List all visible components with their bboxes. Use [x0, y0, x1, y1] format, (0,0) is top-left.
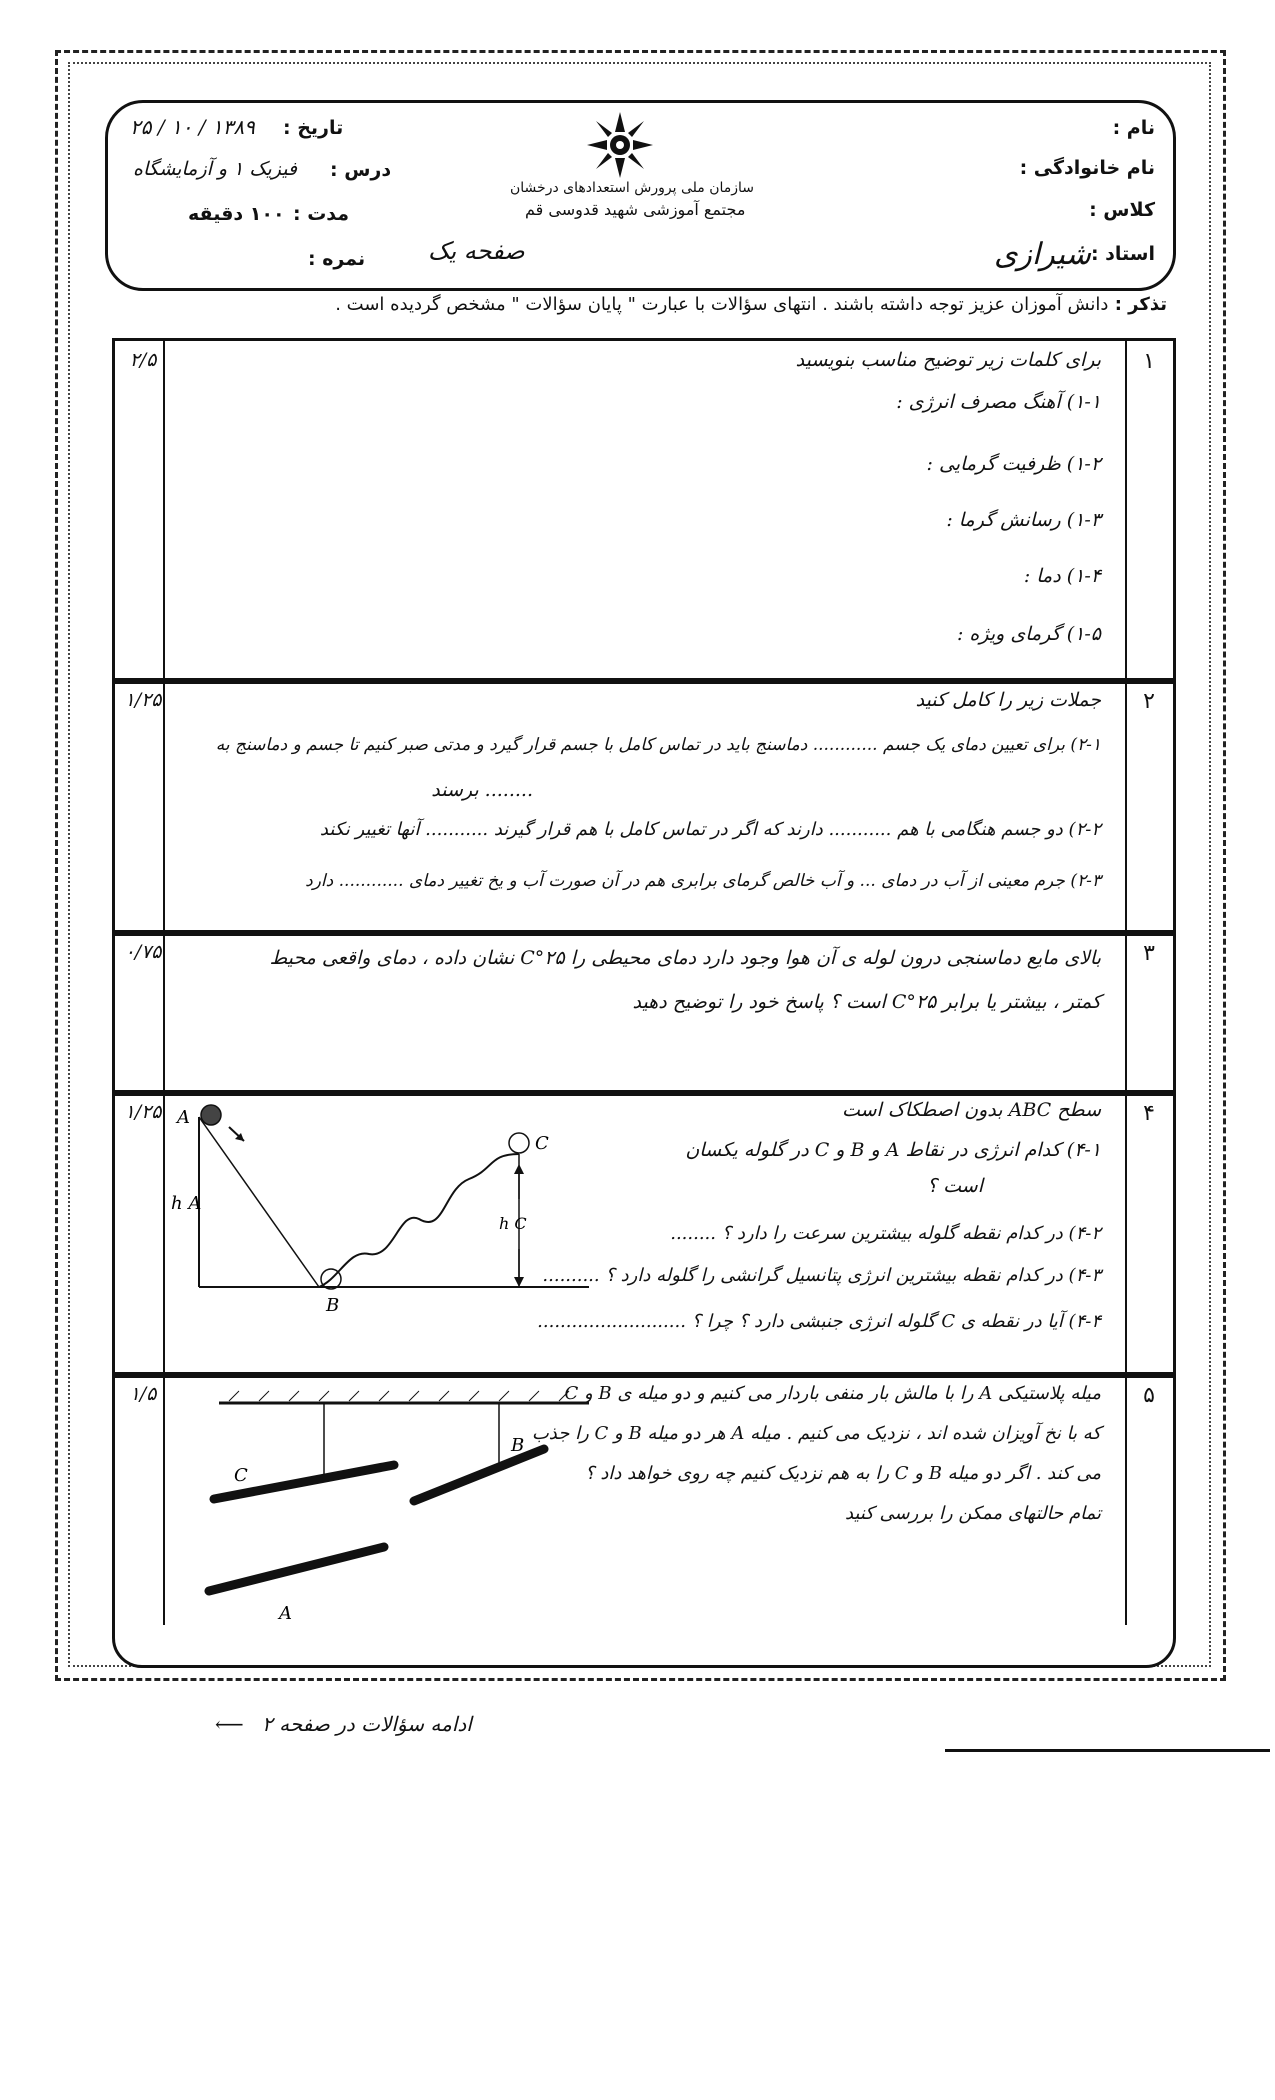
- continue-text: ادامه سؤالات در صفحه ۲: [262, 1712, 472, 1736]
- question-score: ۱/۵: [129, 1383, 157, 1405]
- question-number: ۲: [1143, 689, 1155, 714]
- question-number: ۱: [1143, 349, 1155, 374]
- question-line: سطح ABC بدون اصطکاک است: [841, 1099, 1101, 1121]
- question-number: ۴: [1143, 1101, 1155, 1126]
- question-number: ۵: [1143, 1383, 1155, 1408]
- question-line: که با نخ آویزان شده اند ، نزدیک می کنیم . میله A هر دو میله B و C را جذب: [531, 1423, 1101, 1444]
- exam-note: [107, 292, 1167, 318]
- height-a-label: h A: [171, 1193, 202, 1214]
- arrow-left-icon: ⟵: [215, 1712, 244, 1736]
- organization-name: سازمان ملی پرورش استعدادهای درخشان: [510, 180, 755, 196]
- date-value: ۱۳۸۹ / ۱۰ / ۲۵: [130, 115, 255, 139]
- question-line: ۱-۲) ظرفیت گرمایی :: [926, 453, 1101, 475]
- school-name: مجتمع آموزشی شهید قدوسی قم: [525, 200, 746, 219]
- question-line: جملات زیر را کامل کنید: [915, 689, 1101, 711]
- rod-a-label: A: [279, 1603, 292, 1619]
- question-2: [112, 678, 1176, 936]
- duration-label: مدت :: [293, 203, 350, 225]
- question-3: [112, 930, 1176, 1096]
- question-4: [112, 1090, 1176, 1378]
- question-number: ۳: [1143, 941, 1155, 966]
- duration-value: ۱۰۰ دقیقه: [188, 203, 285, 225]
- page-label: صفحه یک: [428, 237, 525, 265]
- energy-track-diagram: [169, 1099, 709, 1319]
- teacher-label: استاد :: [1090, 243, 1155, 265]
- question-score: ۲/۵: [129, 349, 157, 371]
- question-5: [112, 1372, 1176, 1668]
- question-line: می کند . اگر دو میله B و C را به هم نزدیک کنیم چه روی خواهد داد ؟: [585, 1463, 1101, 1484]
- point-b-label: B: [326, 1295, 340, 1316]
- question-line: میله پلاستیکی A را با مالش بار منفی باردار می کنیم و دو میله ی B و C: [564, 1383, 1101, 1404]
- note-text: دانش آموزان عزیز توجه داشته باشند . انتهای سؤالات با عبارت " پایان سؤالات " مشخص گردیده است .: [335, 294, 1109, 315]
- question-line: ۲-۱) برای تعیین دمای یک جسم ............ دماسنج باید در تماس کامل با جسم قرار گیرد و مدتی صبر کنیم تا جسم و دماسنج به: [215, 735, 1101, 755]
- organization-logo: [585, 110, 655, 180]
- date-label: تاریخ :: [283, 117, 344, 139]
- rod-c-label: C: [234, 1465, 248, 1486]
- point-a-label: A: [177, 1107, 190, 1128]
- question-line: ۴-۱) کدام انرژی در نقاط A و B و C در گلوله یکسان: [685, 1139, 1101, 1161]
- charged-rods-diagram: [169, 1379, 589, 1619]
- question-line: ........ برسند: [431, 779, 533, 801]
- grade-label: نمره :: [308, 248, 366, 270]
- question-line: ۱-۱) آهنگ مصرف انرژی :: [896, 391, 1101, 413]
- question-line: است ؟: [927, 1175, 983, 1197]
- class-label: کلاس :: [1089, 199, 1155, 221]
- question-line: ۲-۲) دو جسم هنگامی با هم ........... دارند که اگر در تماس کامل با هم قرار گیرند ........... آنها تغییر نکند: [319, 819, 1101, 840]
- question-line: ۱-۳) رسانش گرما :: [946, 509, 1101, 531]
- question-line: ۴-۴) آیا در نقطه ی C گلوله انرژی جنبشی دارد ؟ چرا ؟ ..........................: [537, 1311, 1101, 1332]
- question-line: بالای مایع دماسنجی درون لوله ی آن هوا وجود دارد دمای محیطی را ۲۵°C نشان داده ، دمای واقعی محیط: [269, 947, 1101, 969]
- continue-note: [215, 1712, 472, 1736]
- question-score: ۰/۷۵: [124, 941, 162, 963]
- question-line: برای کلمات زیر توضیح مناسب بنویسید: [795, 349, 1101, 371]
- question-line: کمتر ، بیشتر یا برابر ۲۵°C است ؟ پاسخ خود را توضیح دهید: [632, 991, 1101, 1013]
- footer-rule: [945, 1749, 1270, 1752]
- question-line: ۴-۲) در کدام نقطه گلوله بیشترین سرعت را دارد ؟ ........: [670, 1223, 1101, 1244]
- question-1: [112, 338, 1176, 684]
- family-label: نام خانوادگی :: [1019, 157, 1155, 179]
- question-line: ۲-۳) جرم معینی از آب در دمای ... و آب خالص گرمای برابری هم در آن صورت آب و یخ تغییر دمای ............ دارد: [305, 871, 1101, 891]
- question-score: ۱/۲۵: [124, 1101, 162, 1123]
- teacher-value: شیرازی: [993, 237, 1091, 272]
- name-label: نام :: [1112, 117, 1155, 139]
- course-label: درس :: [330, 159, 392, 181]
- height-c-label: h C: [499, 1214, 527, 1233]
- question-line: ۱-۴) دما :: [1023, 565, 1101, 587]
- question-line: ۴-۳) در کدام نقطه بیشترین انرژی پتانسیل گرانشی را گلوله دارد ؟ ..........: [542, 1265, 1101, 1286]
- question-score: ۱/۲۵: [124, 689, 162, 711]
- question-line: ۱-۵) گرمای ویژه :: [956, 623, 1101, 645]
- rod-b-label: B: [511, 1435, 525, 1456]
- course-value: فیزیک ۱ و آزمایشگاه: [133, 158, 298, 180]
- question-line: تمام حالتهای ممکن را بررسی کنید: [844, 1503, 1101, 1524]
- point-c-label: C: [535, 1133, 549, 1154]
- note-label: تذکر :: [1114, 294, 1167, 315]
